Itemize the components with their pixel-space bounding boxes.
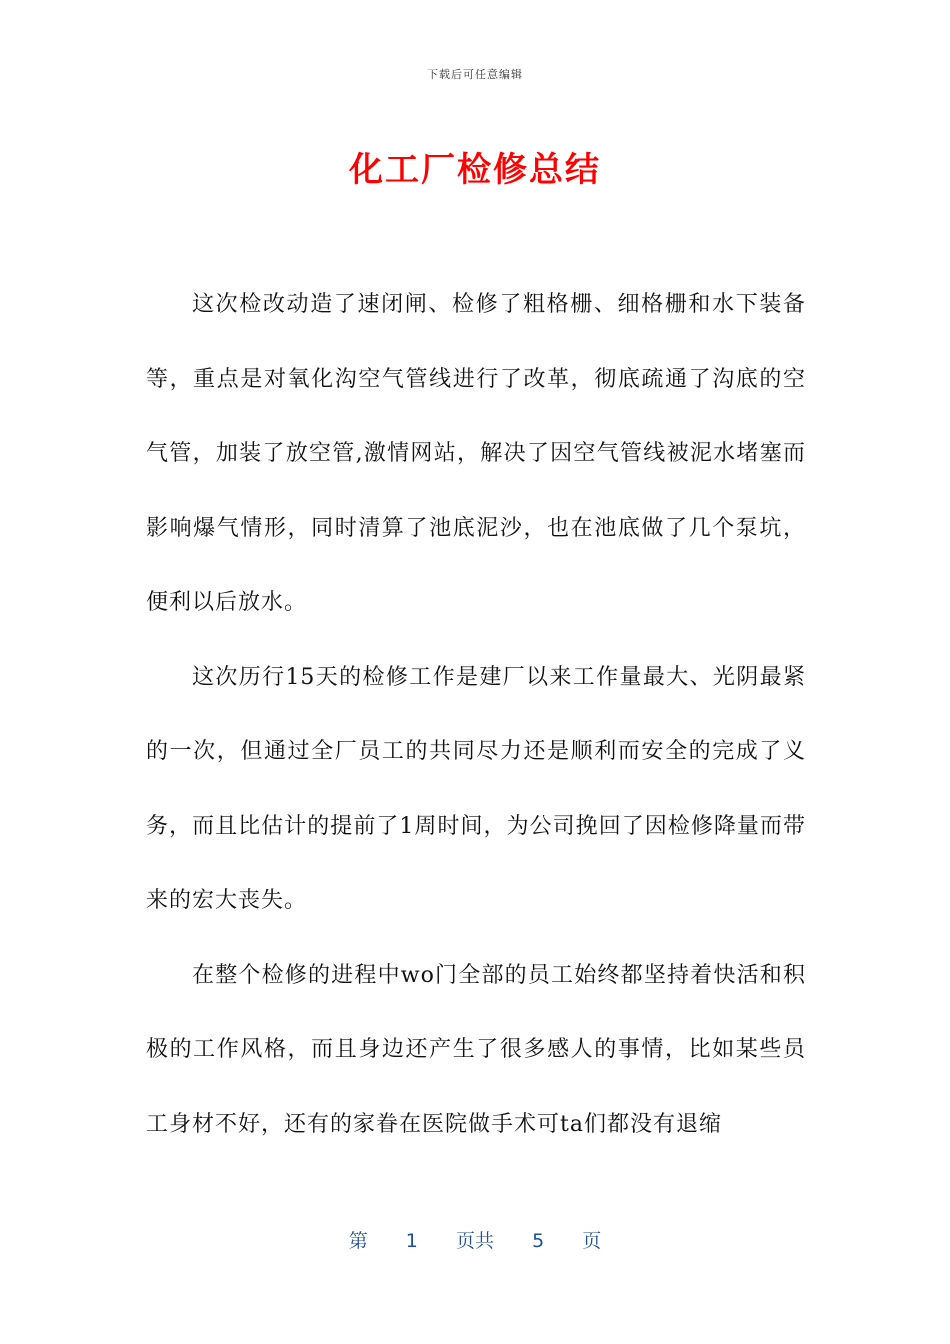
footer-label-total: 页共 [455,1230,494,1252]
footer-label-end: 页 [582,1230,602,1252]
paragraph-2: 这次历行15天的检修工作是建厂以来工作量最大、光阴最紧的一次，但通过全厂员工的共同尽力还是顺利而安全的完成了义务，而且比估计的提前了1周时间，为公司挽回了因检修降量而带来的宏大丧失。 [146,664,806,913]
header-note: 下载后可任意编辑 [427,68,523,81]
paragraph-3: 在整个检修的进程中wo门全部的员工始终都坚持着快活和积极的工作风格，而且身边还产生了很多感人的事情，比如某些员工身材不好，还有的家眷在医院做手术可ta们都没有退缩 [146,962,806,1137]
footer-label-page: 第 [348,1230,368,1252]
document-body [146,268,806,1162]
paragraph-1: 这次检改动造了速闭闸、检修了粗格栅、细格栅和水下装备等，重点是对氧化沟空气管线进行了改革，彻底疏通了沟底的空气管，加装了放空管,激情网站，解决了因空气管线被泥水堵塞而影响爆气情形，同时清算了池底泥沙，也在池底做了几个泵坑，便利以后放水。 [146,292,806,615]
page-footer [0,1226,950,1253]
document-title: 化工厂检修总结 [349,150,601,190]
footer-total-pages: 5 [532,1230,545,1252]
footer-current-page: 1 [405,1230,418,1252]
